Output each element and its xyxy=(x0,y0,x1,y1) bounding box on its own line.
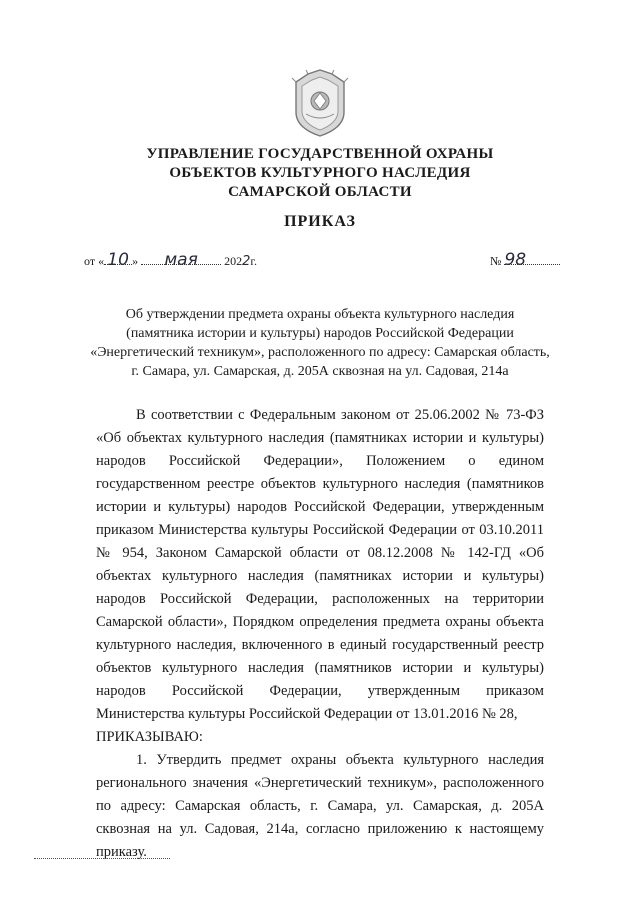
header-line-2: ОБЪЕКТОВ КУЛЬТУРНОГО НАСЛЕДИЯ xyxy=(169,165,471,181)
number-sign: № xyxy=(490,254,502,268)
number-value: 98 xyxy=(504,250,527,270)
footer-divider xyxy=(34,858,170,859)
date-day: 10 xyxy=(107,250,129,270)
subject-line-3: «Энергетический техникум», расположенного по адресу: Самарская область, xyxy=(90,345,550,360)
date-year-suffix: 2 xyxy=(242,254,251,269)
order-date xyxy=(84,250,257,269)
date-day-field xyxy=(104,250,132,270)
date-year-prefix: 202 xyxy=(224,254,243,268)
order-number xyxy=(490,250,560,269)
date-month: мая xyxy=(164,250,198,270)
coat-of-arms-emblem xyxy=(288,68,352,138)
order-word: ПРИКАЗЫВАЮ: xyxy=(96,729,203,745)
document-title: ПРИКАЗ xyxy=(284,213,356,230)
order-subject xyxy=(0,305,640,381)
item-1-paragraph: 1. Утвердить предмет охраны объекта культурного наследия регионального значения «Энергетический техникум», расположенного по адресу: Самарская область, г. Самара, ул. Самарская, д. 205А сквозная на ул. Садовая, 214а, согласно приложению к настоящему приказу. xyxy=(96,752,544,860)
header-line-1: УПРАВЛЕНИЕ ГОСУДАРСТВЕННОЙ ОХРАНЫ xyxy=(146,146,494,162)
order-body xyxy=(96,404,544,864)
organization-header xyxy=(0,145,640,202)
date-year-end: г. xyxy=(250,254,257,268)
subject-line-2: (памятника истории и культуры) народов Российской Федерации xyxy=(126,326,514,341)
date-mid: » xyxy=(132,254,139,268)
subject-line-1: Об утверждении предмета охраны объекта культурного наследия xyxy=(125,307,515,322)
date-prefix: от « xyxy=(84,254,105,268)
subject-line-4: г. Самара, ул. Самарская, д. 205А сквозная на ул. Садовая, 214а xyxy=(131,364,509,379)
date-month-field xyxy=(141,250,221,270)
header-line-3: САМАРСКОЙ ОБЛАСТИ xyxy=(228,184,412,200)
number-field xyxy=(504,250,560,270)
preamble-paragraph: В соответствии с Федеральным законом от 25.06.2002 № 73-ФЗ «Об объектах культурного наследия (памятниках истории и культуры) народов Российской Федерации», Положением о едином государственном реестре объектов культурного наследия (памятников истории и культуры) народов Российской Федерации, утвержденным приказом Министерства культуры Российской Федерации от 03.10.2011 № 954, Законом Самарской области от 08.12.2008 № 142-ГД «Об объектах культурного наследия (памятниках истории и культуры) народов Российской Федерации, расположенных на территории Самарской области», Порядком определения предмета охраны объекта культурного наследия, включенного в единый государственный реестр объектов культурного наследия (памятников истории и культуры) народов Российской Федерации, утвержденным приказом Министерства культуры Российской Федерации от 13.01.2016 № 28, xyxy=(96,407,544,722)
